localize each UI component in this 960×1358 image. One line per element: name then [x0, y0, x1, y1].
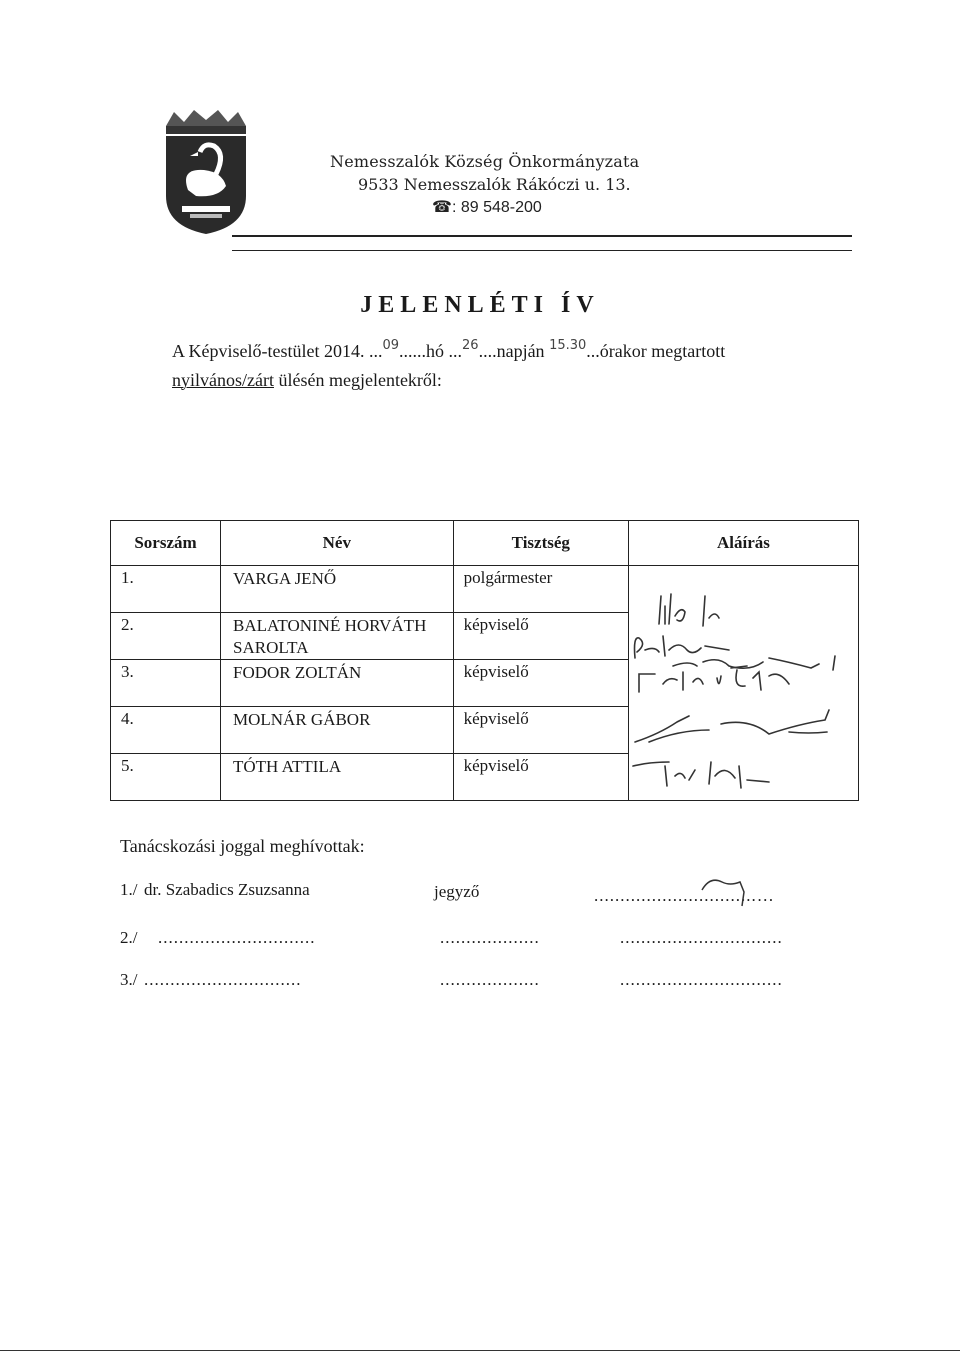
organization-phone-line: ☎: 89 548-200: [432, 199, 542, 216]
invitee-signature-line: ...............................: [620, 970, 783, 989]
invitee-number: 1./: [120, 880, 138, 899]
header-tisztseg: Tisztség: [453, 521, 628, 566]
invitee-name: dr. Szabadics Zsuzsanna: [144, 880, 310, 899]
header-rule-thin: [232, 250, 852, 251]
invitee-number: 2./: [120, 928, 138, 947]
organization-phone: 89 548-200: [460, 199, 542, 216]
jegyzo-signature: [700, 870, 760, 910]
table-row: 4. MOLNÁR GÁBOR képviselő: [111, 707, 859, 754]
document-title: JELENLÉTI ÍV: [360, 292, 600, 318]
page-bottom-edge: [0, 1350, 960, 1351]
header-alairas: Aláírás: [628, 521, 858, 566]
attendance-table: [110, 520, 859, 801]
invitee-name-line: ..............................: [158, 928, 316, 947]
organization-address: 9533 Nemesszalók Rákóczi u. 13.: [358, 175, 631, 194]
table-row: 3. FODOR ZOLTÁN képviselő: [111, 660, 859, 707]
session-type: nyilvános/zárt: [172, 370, 274, 390]
invitee-role-line: ...................: [440, 970, 540, 989]
header-sorszam: Sorszám: [111, 521, 221, 566]
invitee-signature-line: ...............................: [620, 928, 783, 947]
table-row: 1. VARGA JENŐ polgármester: [111, 566, 859, 613]
handwritten-day: 26: [462, 338, 479, 353]
invitee-number: 3./: [120, 970, 138, 989]
invitee-role: jegyző: [434, 882, 480, 901]
signature-cell: [628, 566, 858, 801]
invitee-name-line: ..............................: [144, 970, 302, 989]
organization-name: Nemesszalók Község Önkormányzata: [330, 152, 640, 171]
header-nev: Név: [221, 521, 454, 566]
header-rule: [232, 235, 852, 237]
meeting-description: A Képviselő-testület 2014. ...$^{09}$......hó ...$^{26}$....napján $^{15.30}$...órakor megtartott nyilvános/zárt ülésén megjelentekről:: [172, 338, 726, 390]
invitees-title: Tanácskozási joggal meghívottak:: [120, 836, 365, 856]
municipal-crest-logo: [160, 108, 252, 236]
table-row: 5. TÓTH ATTILA képviselő: [111, 754, 859, 801]
telephone-icon: ☎: [432, 199, 452, 216]
handwritten-signatures: [629, 566, 858, 792]
handwritten-time: 15.30: [549, 338, 587, 353]
handwritten-month: 09: [382, 338, 400, 353]
table-header-row: [111, 521, 859, 566]
table-row: 2. BALATONINÉ HORVÁTH SAROLTA képviselő: [111, 613, 859, 660]
organization-header: [330, 150, 639, 219]
invitee-role-line: ...................: [440, 928, 540, 947]
invitee-signature-line: ...............................…: [594, 886, 775, 905]
